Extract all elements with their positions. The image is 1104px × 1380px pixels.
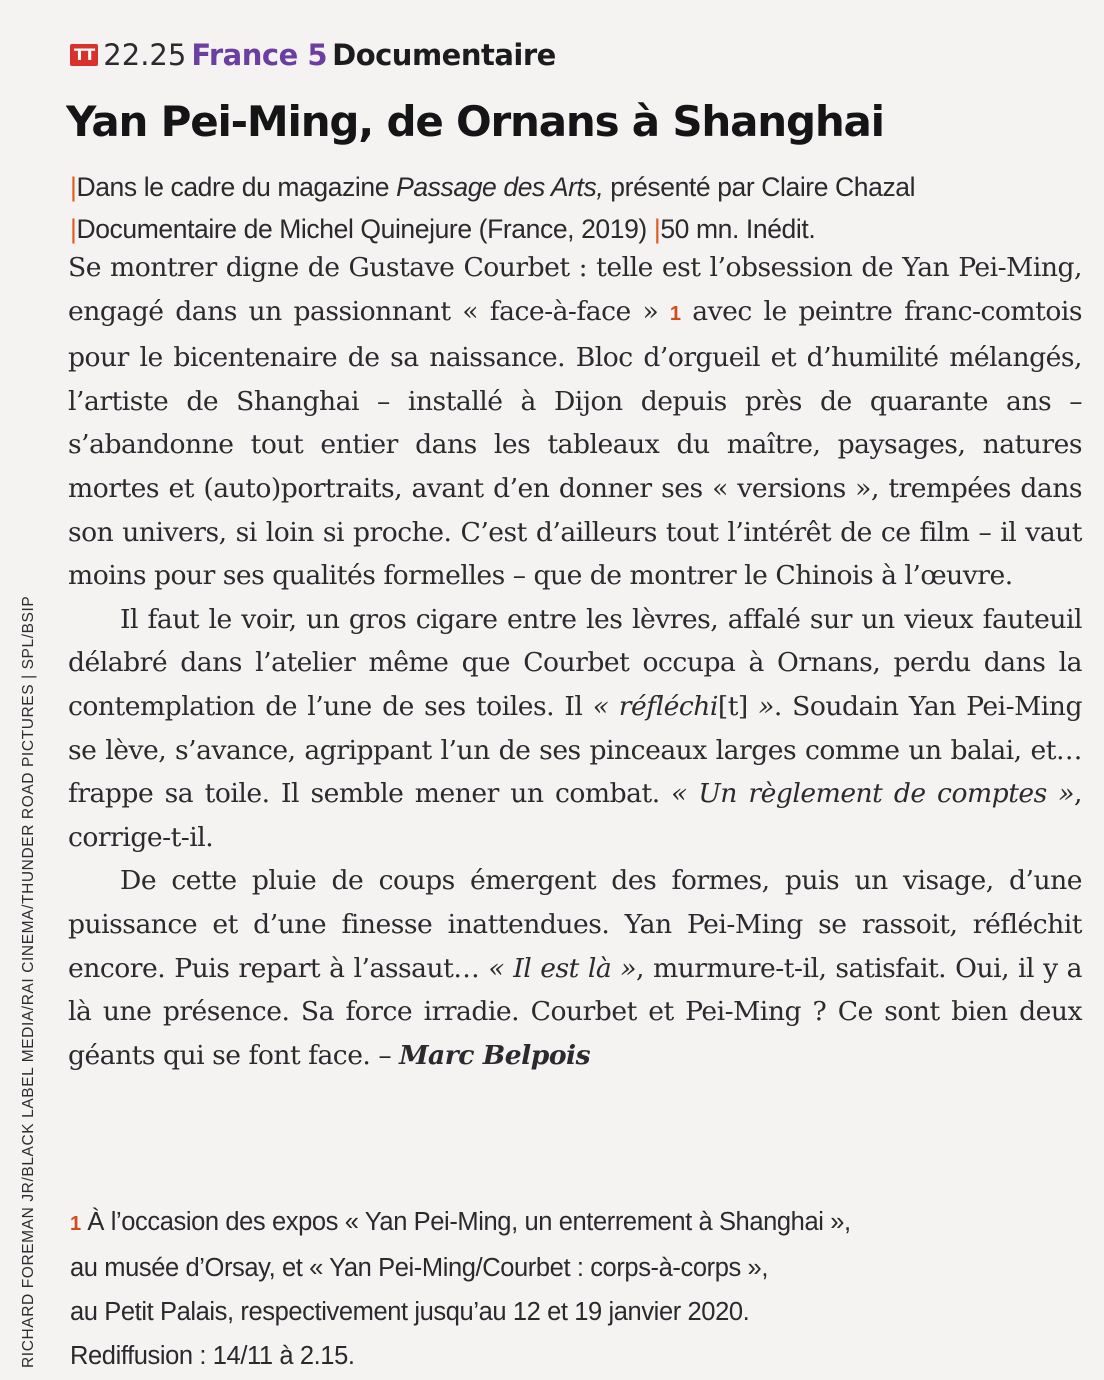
paragraph-text: Se montrer digne de Gustave Courbet : telle est l’obsession de Yan Pei-Ming, engagé dans un passionnant « face-à-face » xyxy=(68,252,1082,327)
photo-credit xyxy=(2,0,38,1380)
footnotes xyxy=(70,1200,1070,1378)
paragraph-text: De cette pluie de coups émergent des formes, puis un visage, d’une puissance et d’une finesse inattendues. Yan Pei-Ming se rassoit, réfléchit encore. Puis repart à l’assaut… xyxy=(68,865,1082,984)
quote: « Il est là » xyxy=(488,952,636,984)
meta-line-2 xyxy=(70,208,1090,250)
program-meta xyxy=(70,166,1090,250)
photo-credit-text: RICHARD FOREMAN JR/BLACK LABEL MEDIA/RAI CINEMA/THUNDER ROAD PICTURES | SPL/BSIP xyxy=(20,595,37,1368)
footnote-marker: 1 xyxy=(669,302,681,325)
footnote-line xyxy=(70,1200,1070,1246)
magazine-name: Passage des Arts, xyxy=(396,172,604,202)
meta-text: Documentaire de Michel Quinejure (France, 2019) xyxy=(76,214,654,244)
meta-text: présenté par Claire Chazal xyxy=(603,172,916,202)
channel-name: France 5 xyxy=(191,38,328,72)
paragraph xyxy=(68,246,1082,598)
footnote-marker: 1 xyxy=(70,1213,81,1235)
broadcast-time: 22.25 xyxy=(103,38,187,72)
paragraph-text: , corrige-t-il. xyxy=(68,778,1082,853)
footnote-line: au Petit Palais, respectivement jusqu’au 12 et 19 janvier 2020. xyxy=(70,1298,750,1326)
paragraph-text: . Soudain Yan Pei-Ming se lève, s’avance, agrippant l’un de ses pinceaux larges comme un balai, et… frappe sa toile. Il semble mener un combat. xyxy=(68,690,1082,810)
quote: « Un règlement de comptes » xyxy=(671,778,1075,810)
listing-header xyxy=(70,38,556,72)
meta-separator: | xyxy=(70,172,77,202)
meta-separator: | xyxy=(653,214,661,244)
quote-insert: [t] xyxy=(717,690,748,722)
paragraph xyxy=(68,598,1082,860)
meta-separator: | xyxy=(70,214,77,244)
paragraph-text: Il faut le voir, un gros cigare entre les lèvres, affalé sur un vieux fauteuil délabré dans l’atelier même que Courbet occupa à Ornans, perdu dans la contemplation de l’une de ses toiles. Il xyxy=(68,603,1082,722)
paragraph-text: avec le peintre franc-comtois pour le bicentenaire de sa naissance. Bloc d’orgueil et d’humilité mélangés, l’artiste de Shanghai – installé à Dijon depuis près de quarante ans – s’abandonne tout entier dans les tableaux du maître, paysages, natures mortes et (auto)portraits, avant d’en donner ses « versions », trempées dans son univers, si loin si proche. C’est d’ailleurs tout l’intérêt de ce film – il vaut moins pour ses qualités formelles – que de montrer le Chinois à l’œuvre. xyxy=(68,295,1082,592)
meta-text: Dans le cadre du magazine xyxy=(76,172,397,202)
program-genre: Documentaire xyxy=(332,38,556,72)
footnote-text: À l’occasion des expos « Yan Pei-Ming, un enterrement à Shanghai », xyxy=(87,1208,851,1236)
duration-text: 50 mn. Inédit. xyxy=(660,214,816,244)
footnote-line: au musée d’Orsay, et « Yan Pei-Ming/Courbet : corps-à-corps », xyxy=(70,1254,769,1282)
article-title: Yan Pei-Ming, de Ornans à Shanghai xyxy=(66,97,884,146)
rebroadcast-line: Rediffusion : 14/11 à 2.15. xyxy=(70,1342,355,1370)
quote: » xyxy=(747,690,774,722)
author-name: Marc Belpois xyxy=(399,1039,591,1071)
paragraph-text: , murmure-t-il, satisfait. Oui, il y a là une présence. Sa force irradie. Courbet et Pei-Ming ? Ce sont bien deux géants qui se font face. – xyxy=(68,952,1082,1071)
quote: « réfléchi xyxy=(592,690,718,722)
article-body xyxy=(68,246,1082,1077)
paragraph xyxy=(68,859,1082,1077)
meta-line-1 xyxy=(70,166,1090,208)
rating-badge: TT xyxy=(70,44,98,66)
